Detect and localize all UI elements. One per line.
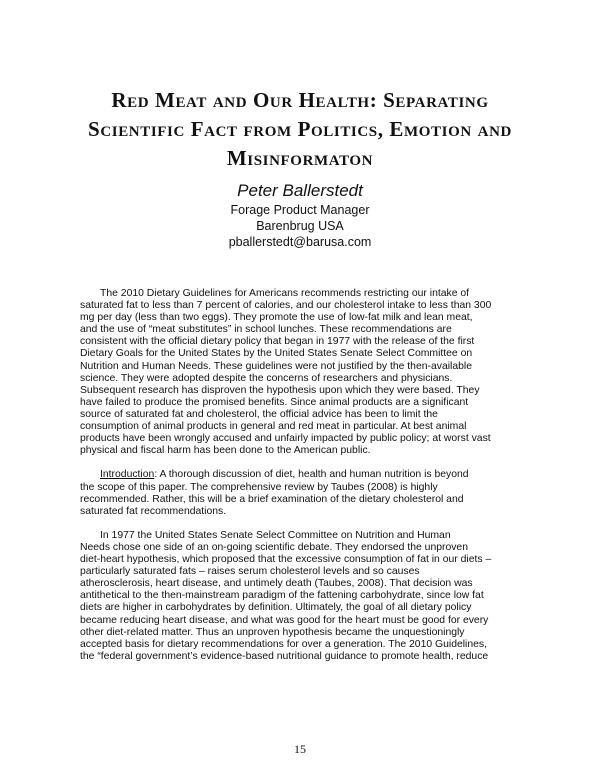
title-line: Scientific Fact from Politics, Emotion and xyxy=(88,117,512,141)
abstract-paragraph xyxy=(80,288,530,457)
text-line: Needs chose one side of an on-going scientific debate. They endorsed the unproven xyxy=(80,541,468,553)
text-line xyxy=(80,469,530,481)
text-line: In 1977 the United States Senate Select Committee on Nutrition and Human xyxy=(100,529,451,541)
text-line: physical and fiscal harm has been done to the American public. xyxy=(80,445,371,457)
introduction-paragraph xyxy=(80,469,530,517)
author-block xyxy=(100,180,500,250)
text-line: antithetical to the then-mainstream paradigm of the fattening carbohydrate, since low fat xyxy=(80,590,484,602)
text-line: source of saturated fat and cholesterol, the official advice has been to limit the xyxy=(80,408,438,420)
text-line: The 2010 Dietary Guidelines for Americans recommends restricting our intake of xyxy=(100,288,470,299)
text-line: have failed to produce the promised benefits. Since animal products are a significant xyxy=(80,396,469,408)
author-position: Forage Product Manager xyxy=(230,203,370,217)
text-line: atherosclerosis, heart disease, and untimely death (Taubes, 2008). That decision was xyxy=(80,578,473,590)
text-fragment: : A thorough discussion of diet, health and human nutrition is beyond xyxy=(154,469,469,481)
author-email: pballerstedt@barusa.com xyxy=(228,235,372,249)
text-line: products have been wrongly accused and unfairly impacted by public policy; at worst vast xyxy=(80,433,491,445)
text-line: science. They were adopted despite the concerns of researchers and physicians. xyxy=(80,372,453,384)
title-line: Misinformaton xyxy=(226,146,374,170)
text-line: consumption of animal products in general and red meat in particular. At best animal xyxy=(80,421,467,433)
history-paragraph xyxy=(80,530,530,663)
text-line: particularly saturated fats – raises serum cholesterol levels and so causes xyxy=(80,566,420,578)
author-company: Barenbrug USA xyxy=(256,219,344,233)
text-line: saturated fat to less than 7 percent of calories, and our cholesterol intake to less than 300 xyxy=(80,300,492,312)
text-line: diet-heart hypothesis, which proposed that the excessive consumption of fat in our diets – xyxy=(80,554,492,566)
author-name: Peter Ballerstedt xyxy=(237,181,363,200)
text-line: mg per day (less than two eggs). They promote the use of low-fat milk and lean meat, xyxy=(80,312,473,324)
page-number: 15 xyxy=(294,742,306,756)
text-line: recommended. Rather, this will be a brief examination of the dietary cholesterol and xyxy=(80,493,464,505)
text-line: the “federal government’s evidence-based nutritional guidance to promote health, reduce xyxy=(80,650,489,662)
body-text xyxy=(80,288,530,675)
text-line: saturated fat recommendations. xyxy=(80,505,227,517)
text-line: Nutrition and Human Needs. These guidelines were not justified by the then-available xyxy=(80,360,472,372)
text-line: became reducing heart disease, and what was good for the heart must be good for every xyxy=(80,614,489,626)
text-line: accepted basis for dietary recommendations for over a generation. The 2010 Guidelines, xyxy=(80,638,488,650)
introduction-heading: Introduction xyxy=(100,469,155,481)
text-line: Dietary Goals for the United States by the United States Senate Select Committee on xyxy=(80,348,473,360)
text-line: Subsequent research has disproven the hypothesis upon which they were based. They xyxy=(80,384,480,396)
text-line: consistent with the official dietary policy that began in 1977 with the release of the first xyxy=(80,336,475,348)
paper-title xyxy=(40,86,560,173)
title-line: Red Meat and Our Health: Separating xyxy=(111,88,489,112)
text-line: the scope of this paper. The comprehensive review by Taubes (2008) is highly xyxy=(80,481,438,493)
text-line: and the use of “meat substitutes” in school lunches. These recommendations are xyxy=(80,324,452,336)
text-line: diets are higher in carbohydrates by definition. Ultimately, the goal of all dietary policy xyxy=(80,602,472,614)
text-line: other diet-related matter. Thus an unproven hypothesis became the unquestioningly xyxy=(80,626,465,638)
